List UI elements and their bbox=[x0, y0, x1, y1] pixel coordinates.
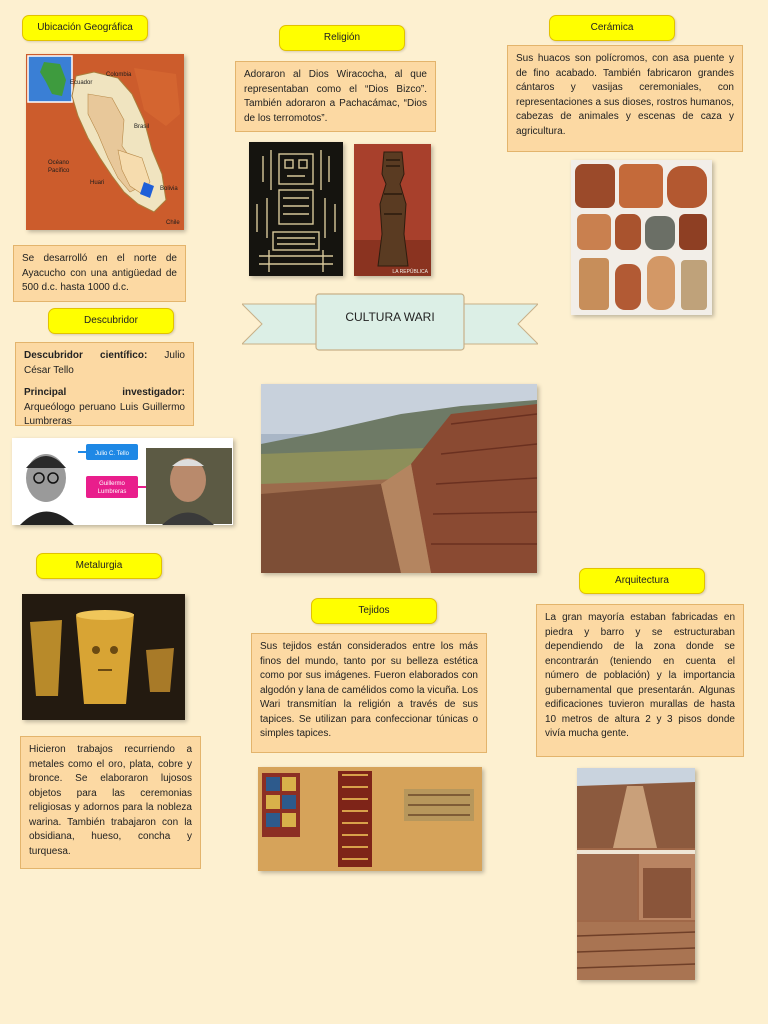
map-label-ecuador: Ecuador bbox=[70, 80, 93, 86]
discoverers-image bbox=[12, 438, 233, 525]
map-label-brasil: Brasil bbox=[134, 124, 150, 130]
lumbreras-tag-line2: Lumbreras bbox=[97, 489, 127, 495]
religion-image-credit: LA REPÚBLICA bbox=[392, 269, 428, 275]
label-ubicacion: Ubicación Geográfica bbox=[22, 15, 148, 41]
wari-ruins-photo bbox=[261, 384, 537, 573]
descubridor-cientifico bbox=[24, 349, 185, 378]
investigador-principal-value: Arqueólogo peruano Luis Guillermo Lumbreras bbox=[24, 401, 185, 427]
map-label-colombia: Colombia bbox=[106, 72, 132, 78]
descubridor-text-box bbox=[15, 342, 194, 426]
wooden-idol-image bbox=[354, 144, 431, 276]
descubridor-cientifico-label: Descubridor científico: bbox=[24, 350, 148, 361]
ubicacion-text-box bbox=[13, 245, 186, 302]
religion-text: Adoraron al Dios Wiracocha, al que representaban como el “Dios Bizco”. También adoraron a Pachacámac, “Dios de los terromotos”. bbox=[244, 69, 427, 124]
label-religion: Religión bbox=[279, 25, 405, 51]
label-metalurgia: Metalurgia bbox=[36, 553, 162, 579]
peru-map-image bbox=[26, 54, 184, 230]
gold-vessels-image bbox=[22, 594, 185, 720]
arquitectura-text: La gran mayoría estaban fabricadas en piedra y barro y se estructuraban dependiendo de la zona donde se encontrarán (teniendo en cuenta el número de población) y la importancia gubernamental que presentarán. Algunas edificaciones tuvieron murallas de hasta 10 metros de altura 2 y 3 pisos donde vivía mucha gente. bbox=[545, 612, 735, 739]
tejidos-text-box bbox=[251, 633, 487, 753]
peru-map-drawing bbox=[26, 54, 184, 230]
religion-text-box bbox=[235, 61, 436, 132]
architecture-collage-image bbox=[577, 768, 695, 980]
tejidos-text: Sus tejidos están considerados entre los más finos del mundo, tanto por su belleza estética como por sus imágenes. Fueron elaborados con algodón y lana de camélidos como la vicuña. Los Wari transmitían la religión a través de sus tapices. Se utilizan para confeccionar túnicas o simples tapices. bbox=[260, 641, 478, 739]
textiles-image bbox=[258, 767, 482, 871]
metalurgia-text: Hicieron trabajos recurriendo a metales como el oro, plata, cobre y bronce. Se elaboraron lujosos objetos para las ceremonias religiosas y adornos para la nobleza warina. También trabajaron con la obsidiana, hueso, concha y turquesa. bbox=[29, 744, 192, 857]
investigador-principal bbox=[24, 386, 185, 430]
label-descubridor: Descubridor bbox=[48, 308, 174, 334]
label-tejidos: Tejidos bbox=[311, 598, 437, 624]
wiracocha-relief-image bbox=[249, 142, 343, 276]
tello-tag: Julio C. Tello bbox=[95, 451, 129, 457]
descubridor-cientifico-value: Julio César Tello bbox=[24, 350, 185, 376]
label-arquitectura: Arquitectura bbox=[579, 568, 705, 594]
ceramics-collage-image bbox=[571, 160, 712, 315]
map-label-chile: Chile bbox=[166, 220, 180, 226]
ubicacion-text: Se desarrolló en el norte de Ayacucho con una antigüedad de 500 d.c. hasta 1000 d.c. bbox=[22, 253, 177, 293]
map-label-bolivia: Bolivia bbox=[160, 186, 178, 192]
lumbreras-tag-line1: Guillermo bbox=[99, 481, 125, 487]
map-label-oceano: Océano bbox=[48, 160, 70, 166]
banner-title: CULTURA WARI bbox=[345, 310, 435, 324]
arquitectura-text-box bbox=[536, 604, 744, 757]
investigador-principal-label: Principal investigador: bbox=[24, 387, 185, 398]
ceramica-text-box bbox=[507, 45, 743, 152]
map-label-huari: Huari bbox=[90, 180, 105, 186]
ceramica-text: Sus huacos son polícromos, con asa puente y de fino acabado. También fabricaron grandes cántaros y vasijas ceremoniales, con representaciones a sus dioses, rostros humanos, cabezas de animales y escenas de caza y agricultura. bbox=[516, 53, 734, 137]
banner-ribbon bbox=[242, 292, 538, 356]
metalurgia-text-box bbox=[20, 736, 201, 869]
title-banner bbox=[242, 292, 538, 356]
map-label-pacifico: Pacífico bbox=[48, 168, 70, 174]
label-ceramica: Cerámica bbox=[549, 15, 675, 41]
